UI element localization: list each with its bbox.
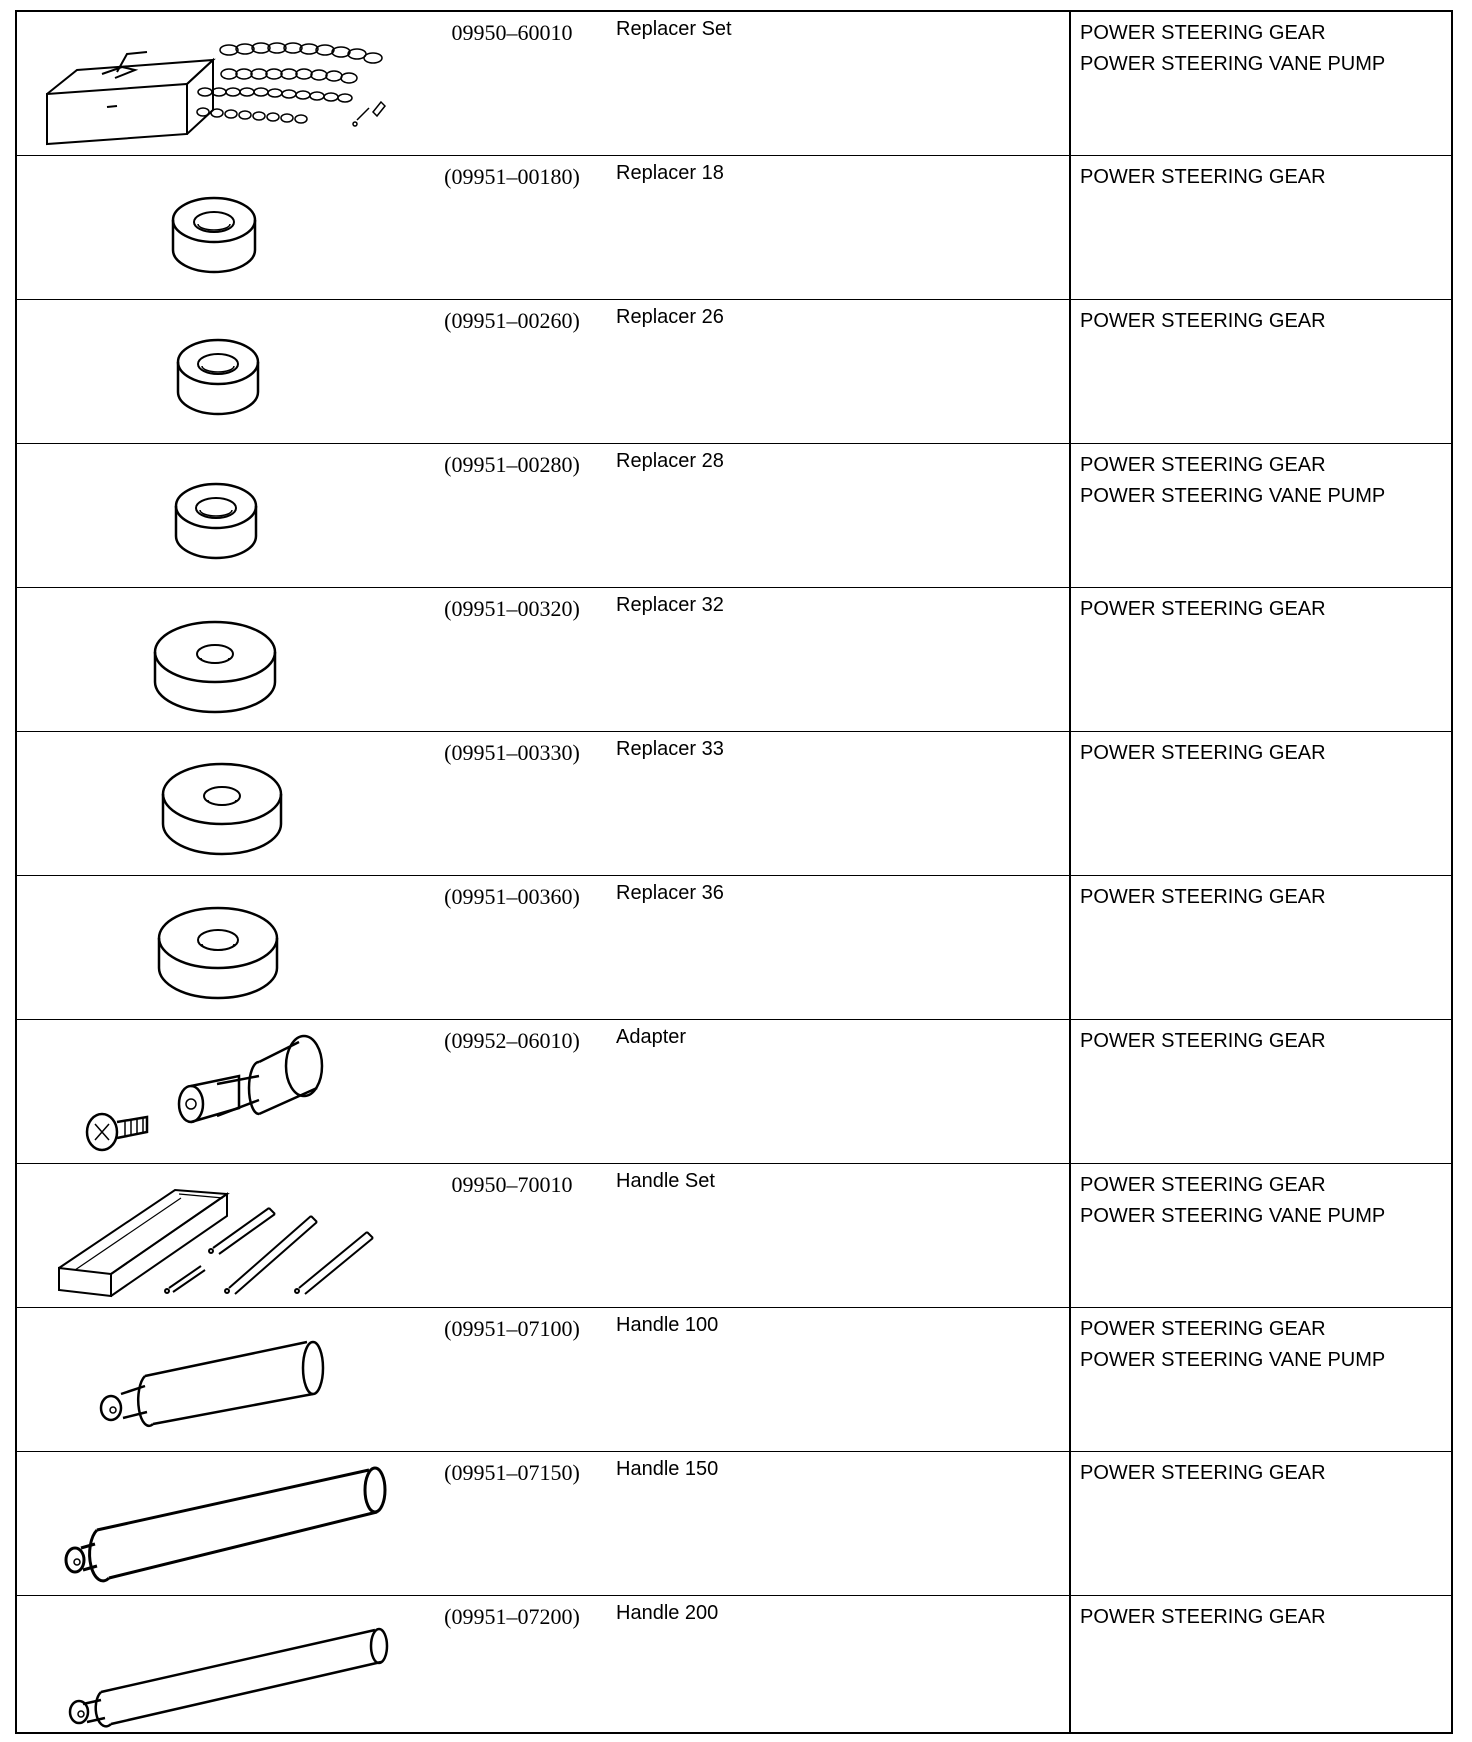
tool-name: Replacer 32 bbox=[616, 594, 724, 616]
application-list bbox=[1080, 594, 1326, 625]
table-row bbox=[17, 1308, 1451, 1452]
replacer-disc-icon bbox=[17, 876, 407, 1020]
application-list bbox=[1080, 306, 1326, 337]
application-list bbox=[1080, 1026, 1326, 1057]
table-row bbox=[17, 732, 1451, 876]
application-item: POWER STEERING GEAR bbox=[1080, 166, 1326, 188]
application-list bbox=[1080, 450, 1385, 512]
application-list bbox=[1080, 1458, 1326, 1489]
application-item: POWER STEERING GEAR bbox=[1080, 1318, 1326, 1340]
part-number: (09951–00280) bbox=[444, 452, 580, 477]
application-list bbox=[1080, 738, 1326, 769]
table-row bbox=[17, 1020, 1451, 1164]
application-item: POWER STEERING GEAR bbox=[1080, 1606, 1326, 1628]
adapter-icon bbox=[17, 1020, 407, 1164]
application-list bbox=[1080, 882, 1326, 913]
application-item: POWER STEERING GEAR bbox=[1080, 886, 1326, 908]
tool-name: Adapter bbox=[616, 1026, 687, 1048]
table-row bbox=[17, 1164, 1451, 1308]
tool-name: Handle 100 bbox=[616, 1314, 719, 1336]
sst-table bbox=[15, 10, 1453, 1734]
tool-name: Handle 150 bbox=[616, 1458, 719, 1480]
handle-icon bbox=[17, 1308, 407, 1452]
table-row bbox=[17, 156, 1451, 300]
application-list bbox=[1080, 18, 1385, 80]
application-item: POWER STEERING GEAR bbox=[1080, 1030, 1326, 1052]
application-item: POWER STEERING GEAR bbox=[1080, 1462, 1326, 1484]
application-item: POWER STEERING GEAR bbox=[1080, 310, 1326, 332]
tool-name: Replacer 26 bbox=[616, 306, 724, 328]
table-row bbox=[17, 876, 1451, 1020]
application-item: POWER STEERING GEAR bbox=[1080, 598, 1326, 620]
table-row bbox=[17, 1452, 1451, 1596]
application-item: POWER STEERING GEAR bbox=[1080, 1174, 1326, 1196]
handle-set-icon bbox=[17, 1164, 407, 1308]
application-item: POWER STEERING GEAR bbox=[1080, 742, 1326, 764]
tool-name: Handle Set bbox=[616, 1170, 715, 1192]
table-row bbox=[17, 1596, 1451, 1740]
application-item: POWER STEERING GEAR bbox=[1080, 22, 1326, 44]
application-item: POWER STEERING VANE PUMP bbox=[1080, 485, 1386, 507]
part-number: (09951–07100) bbox=[444, 1316, 580, 1341]
application-list bbox=[1080, 1170, 1385, 1232]
handle-icon bbox=[17, 1596, 407, 1740]
part-number: (09951–00320) bbox=[444, 596, 580, 621]
tool-name: Replacer 18 bbox=[616, 162, 724, 184]
tool-name: Replacer 28 bbox=[616, 450, 724, 472]
replacer-disc-icon bbox=[17, 156, 407, 300]
part-number: (09951–00260) bbox=[444, 308, 580, 333]
part-number: (09951–00180) bbox=[444, 164, 580, 189]
table-row bbox=[17, 444, 1451, 588]
replacer-disc-icon bbox=[17, 444, 407, 588]
part-number: 09950–60010 bbox=[451, 20, 573, 45]
part-number: (09951–00330) bbox=[444, 740, 580, 765]
replacer-disc-icon bbox=[17, 732, 407, 876]
handle-icon bbox=[17, 1452, 407, 1596]
tool-name: Replacer 33 bbox=[616, 738, 724, 760]
application-item: POWER STEERING GEAR bbox=[1080, 454, 1326, 476]
table-row bbox=[17, 300, 1451, 444]
part-number: (09952–06010) bbox=[444, 1028, 580, 1053]
part-number: (09951–07200) bbox=[444, 1604, 580, 1629]
application-item: POWER STEERING VANE PUMP bbox=[1080, 53, 1386, 75]
replacer-set-case-icon bbox=[17, 12, 407, 156]
tool-name: Replacer Set bbox=[616, 18, 732, 40]
table-row bbox=[17, 588, 1451, 732]
tool-name: Replacer 36 bbox=[616, 882, 724, 904]
application-item: POWER STEERING VANE PUMP bbox=[1080, 1349, 1386, 1371]
table-row bbox=[17, 12, 1451, 156]
replacer-disc-icon bbox=[17, 300, 407, 444]
application-list bbox=[1080, 1602, 1326, 1633]
application-list bbox=[1080, 162, 1326, 193]
part-number: (09951–07150) bbox=[444, 1460, 580, 1485]
replacer-disc-icon bbox=[17, 588, 407, 732]
part-number: 09950–70010 bbox=[451, 1172, 573, 1197]
application-list bbox=[1080, 1314, 1385, 1376]
part-number: (09951–00360) bbox=[444, 884, 580, 909]
tool-name: Handle 200 bbox=[616, 1602, 719, 1624]
application-item: POWER STEERING VANE PUMP bbox=[1080, 1205, 1386, 1227]
